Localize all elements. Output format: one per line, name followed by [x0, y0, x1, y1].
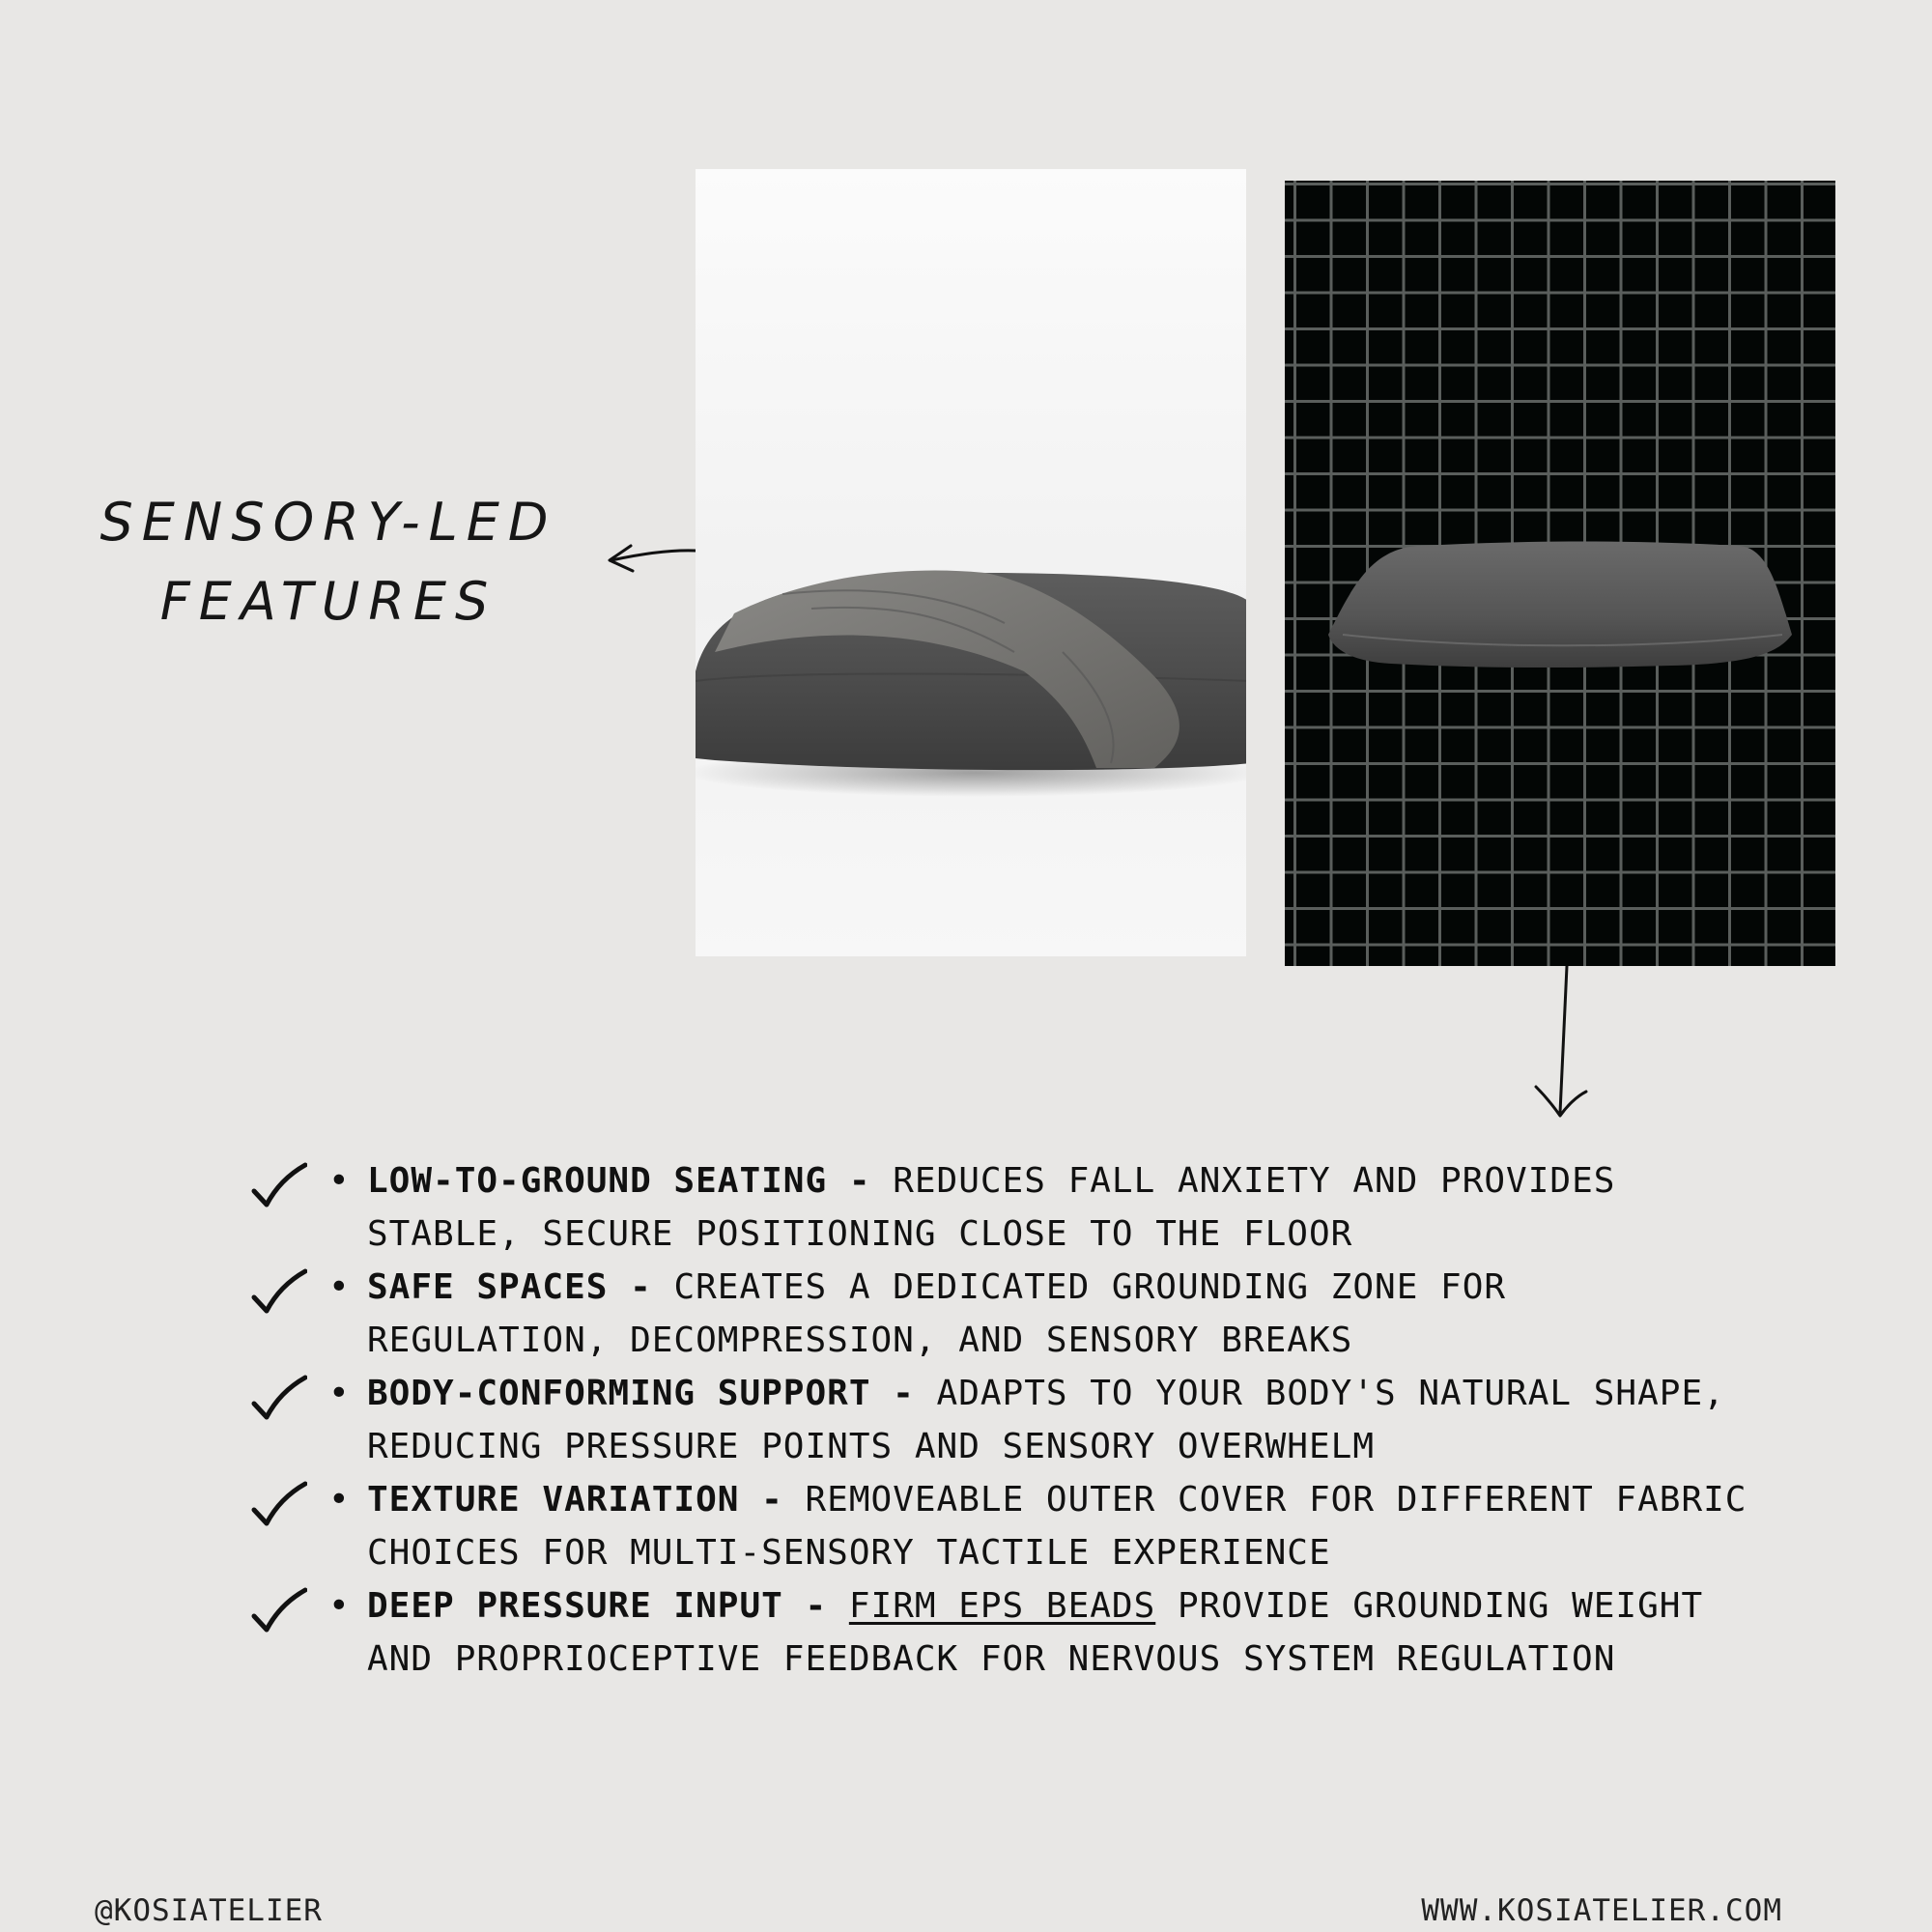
arrow-left-icon [604, 536, 700, 575]
feature-title: SAFE SPACES [367, 1267, 609, 1307]
feature-item-low-to-ground: • LOW-TO-GROUND SEATING - REDUCES FALL ANXIETY AND PROVIDES STABLE, SECURE POSITIONING CLOSE TO THE FLOOR [242, 1154, 1748, 1261]
check-icon [249, 1162, 307, 1210]
feature-description: REDUCES FALL ANXIETY AND PROVIDES STABLE, SECURE POSITIONING CLOSE TO THE FLOOR [367, 1161, 1616, 1254]
feature-item-texture-variation: • TEXTURE VARIATION - REMOVEABLE OUTER COVER FOR DIFFERENT FABRIC CHOICES FOR MULTI-SENSORY TACTILE EXPERIENCE [242, 1473, 1748, 1579]
website-link[interactable]: WWW.KOSIATELIER.COM [1421, 1893, 1782, 1928]
feature-description: PROVIDE GROUNDING WEIGHT AND PROPRIOCEPTIVE FEEDBACK FOR NERVOUS SYSTEM REGULATION [367, 1586, 1704, 1679]
floating-pillow-image [1285, 181, 1835, 966]
feature-title: DEEP PRESSURE INPUT [367, 1586, 783, 1626]
feature-item-body-conforming: • BODY-CONFORMING SUPPORT - ADAPTS TO YOUR BODY'S NATURAL SHAPE, REDUCING PRESSURE POINTS AND SENSORY OVERWHELM [242, 1367, 1748, 1473]
check-icon [249, 1375, 307, 1423]
arrow-down-icon [1526, 966, 1594, 1121]
product-photo-grid [1285, 181, 1835, 966]
feature-title: LOW-TO-GROUND SEATING [367, 1161, 828, 1201]
check-icon [249, 1587, 307, 1635]
feature-description: CREATES A DEDICATED GROUNDING ZONE FOR REGULATION, DECOMPRESSION, AND SENSORY BREAKS [367, 1267, 1507, 1360]
page-title-line-1: SENSORY-LED [99, 492, 557, 553]
feature-description: REMOVEABLE OUTER COVER FOR DIFFERENT FABRIC CHOICES FOR MULTI-SENSORY TACTILE EXPERIENCE [367, 1480, 1747, 1573]
social-handle: @KOSIATELIER [95, 1893, 323, 1928]
feature-item-safe-spaces: • SAFE SPACES - CREATES A DEDICATED GROUNDING ZONE FOR REGULATION, DECOMPRESSION, AND SENSORY BREAKS [242, 1261, 1748, 1367]
feature-title: BODY-CONFORMING SUPPORT [367, 1374, 871, 1413]
check-icon [249, 1481, 307, 1529]
pillow-with-blanket-image [696, 169, 1246, 956]
check-icon [249, 1268, 307, 1317]
firm-eps-beads-link[interactable]: FIRM EPS BEADS [848, 1586, 1156, 1626]
page-title [87, 483, 570, 641]
page-title-line-2: FEATURES [159, 571, 497, 632]
product-photo-white [696, 169, 1246, 956]
feature-item-deep-pressure: • DEEP PRESSURE INPUT - FIRM EPS BEADS PROVIDE GROUNDING WEIGHT AND PROPRIOCEPTIVE FEEDBACK FOR NERVOUS SYSTEM REGULATION [242, 1579, 1748, 1686]
feature-list [242, 1154, 1748, 1686]
feature-title: TEXTURE VARIATION [367, 1480, 740, 1520]
feature-description: ADAPTS TO YOUR BODY'S NATURAL SHAPE, REDUCING PRESSURE POINTS AND SENSORY OVERWHELM [367, 1374, 1725, 1466]
